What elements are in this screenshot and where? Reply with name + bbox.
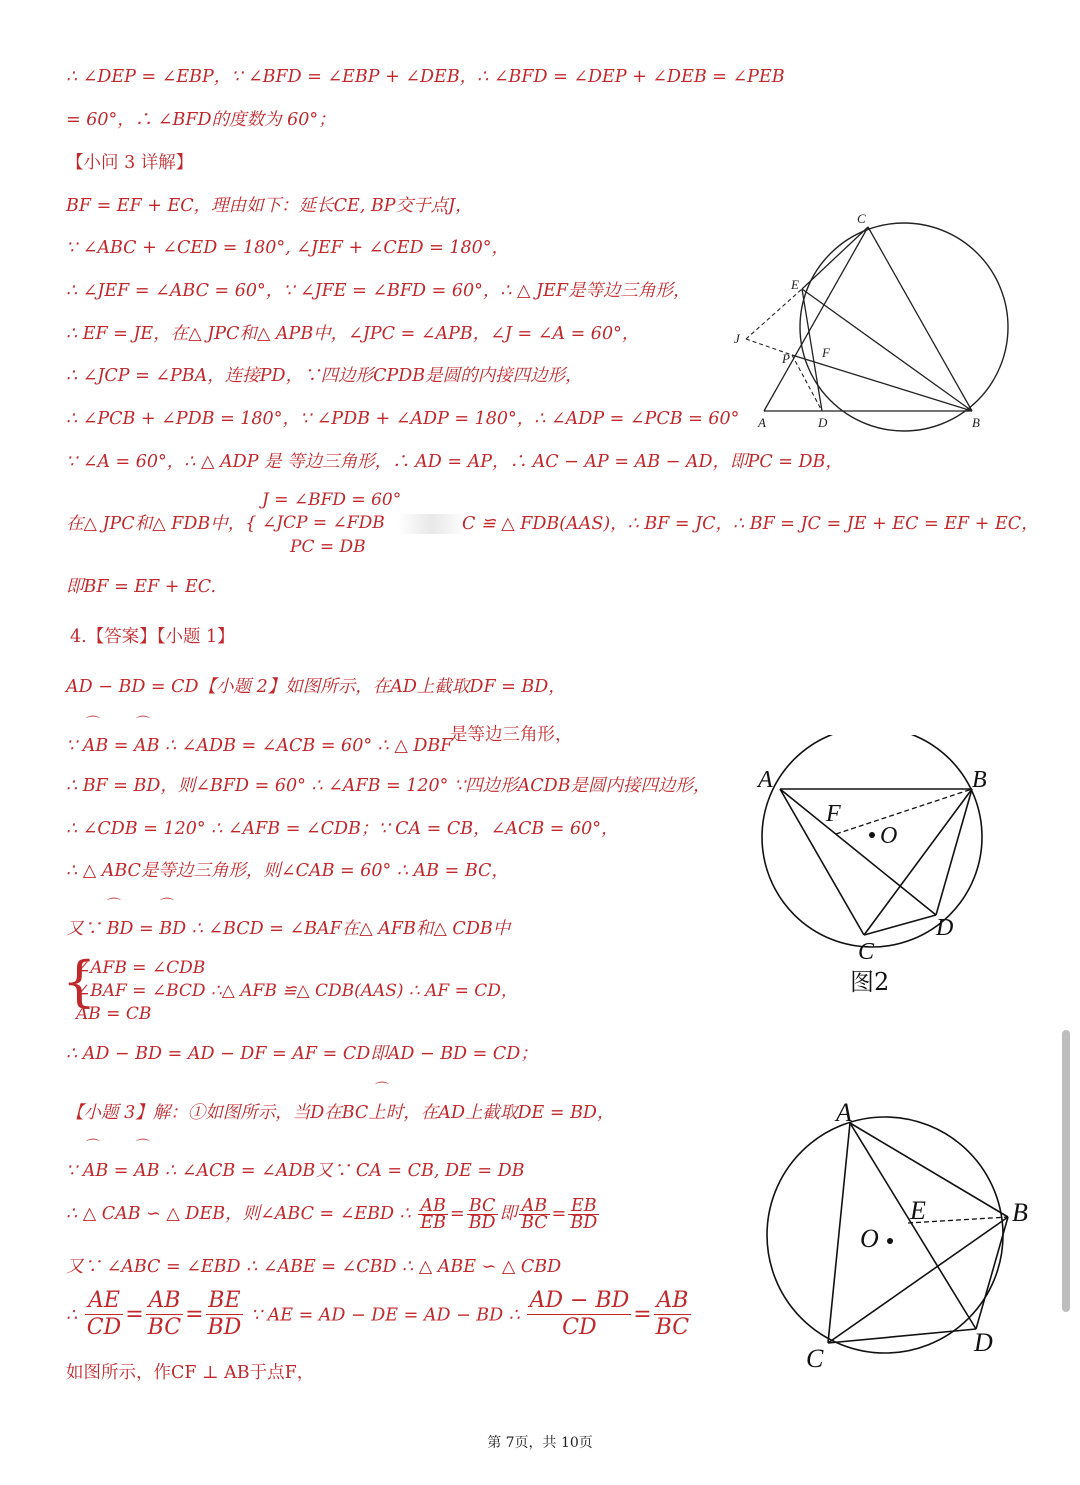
arc-mark: ⌒ [107, 898, 121, 914]
text-line: 又∵ BD = BD ∴ ∠BCD = ∠BAF在△ AFB和△ CDB中 [66, 919, 511, 939]
point-label: P [782, 351, 790, 366]
arc-mark: ⌒ [136, 716, 150, 732]
text-line: 在△ JPC和△ FDB中，{ [66, 514, 257, 534]
text-line: ∴ ∠DEP = ∠EBP，∵ ∠BFD = ∠EBP + ∠DEB，∴ ∠BFD = ∠DEP + ∠DEB = ∠PEB [66, 67, 785, 87]
text-line: 【小题 3】解：①如图所示，当D在BC上时，在AD上截取DE = BD， [66, 1103, 615, 1123]
denominator: BC [655, 1315, 690, 1340]
numerator: AB [519, 1198, 550, 1215]
point-label: D [936, 915, 954, 941]
segment-CD [864, 915, 936, 935]
circle [800, 223, 1008, 431]
denominator: CD [562, 1315, 597, 1340]
text-span: ∴ [66, 1305, 78, 1326]
circle [767, 1117, 1003, 1353]
text-line: ∴ EF = JE，在△ JPC和△ APB中，∠JPC = ∠APB，∠J = ∠A = 60°， [66, 324, 640, 344]
segment-BD [936, 789, 972, 915]
text-line: BF = EF + EC，理由如下：延长CE, BP交于点J， [66, 196, 473, 216]
point-label: B [1012, 1198, 1028, 1227]
numerator: EB [568, 1198, 599, 1215]
text-line: ∵ AB = AB ∴ ∠ADB = ∠ACB = 60° ∴ △ DBF [66, 736, 453, 756]
text-span: 即 [499, 1204, 518, 1224]
text-span: ∵ AE = AD − DE = AD − BD ∴ [250, 1305, 520, 1326]
point-label: E [791, 277, 799, 292]
geometry-figure-3 [760, 1095, 1050, 1385]
segment-BC [864, 789, 972, 935]
text-line: ∴ BF = BD，则∠BFD = 60° ∴ ∠AFB = 120° ∵四边形ACDB是圆内接四边形， [66, 776, 711, 796]
point-label: C [806, 1344, 824, 1373]
numerator: AB [418, 1198, 448, 1215]
center-dot [869, 832, 875, 838]
text-line: ∴ △ CAB ∽ △ DEB，则∠ABC = ∠EBD ∴ $\frac{AB}{EB}$ = $\frac{BC}{BD}$ 即 $\frac{AB}{BC}$ = $\frac{EB}{BD}$ [66, 1196, 598, 1233]
segment-AC [828, 1123, 850, 1343]
blur-patch [398, 514, 466, 534]
text-line: ∵ ∠ABC + ∠CED = 180°, ∠JEF + ∠CED = 180°， [66, 238, 509, 258]
scrollbar-thumb[interactable] [1062, 1030, 1070, 1312]
numerator: BE [206, 1288, 244, 1315]
point-label: A [758, 767, 773, 793]
fraction [519, 1198, 550, 1231]
point-label: C [857, 211, 866, 226]
point-label: O [860, 1224, 879, 1253]
text-line: 又∵ ∠ABC = ∠EBD ∴ ∠ABE = ∠CBD ∴ △ ABE ∽ △ CBD [66, 1257, 562, 1277]
point-label: F [822, 345, 830, 360]
numerator: AB [654, 1288, 691, 1315]
arc-mark: ⌒ [86, 1139, 100, 1155]
figure-caption: 图2 [850, 968, 890, 996]
numerator: BC [467, 1198, 498, 1215]
arc-mark: ⌒ [136, 1139, 150, 1155]
denominator: CD [86, 1315, 122, 1340]
point-label: F [826, 801, 841, 827]
denominator: BD [570, 1213, 598, 1233]
denominator: BC [521, 1213, 548, 1233]
text-line: = 60°，∴ ∠BFD的度数为 60°； [66, 110, 336, 130]
point-label: J [734, 331, 740, 346]
fraction [654, 1288, 691, 1341]
text-line: ∴ ∠JEF = ∠ABC = 60°，∵ ∠JFE = ∠BFD = 60°，∴ △ JEF是等边三角形， [66, 281, 691, 301]
geometry-figure-2 [752, 735, 1002, 965]
segment-AD [780, 789, 936, 915]
point-label: E [910, 1196, 926, 1225]
fraction [568, 1198, 599, 1231]
segment-JE [746, 289, 802, 339]
point-label: B [972, 767, 987, 793]
text-line: 即BF = EF + EC. [66, 577, 217, 597]
point-label: C [858, 939, 875, 965]
text-line: AD − BD = CD【小题 2】如图所示，在AD上截取DF = BD， [66, 677, 566, 697]
denominator: EB [420, 1213, 446, 1233]
brace-line: PC = DB [290, 537, 366, 557]
segment-BC [828, 1217, 1008, 1343]
center-dot [887, 1238, 893, 1244]
denominator: BD [468, 1213, 496, 1233]
text-line: C ≌ △ FDB(AAS)，∴ BF = JC，∴ BF = JC = JE + EC = EF + EC， [462, 514, 1039, 534]
segment-BD [976, 1217, 1008, 1329]
segment-EC [802, 227, 868, 289]
text-line: ∴ △ ABC是等边三角形，则∠CAB = 60° ∴ AB = BC， [66, 861, 509, 881]
page-footer: 第 7页，共 10页 [487, 1435, 593, 1451]
numerator: AD − BD [529, 1288, 630, 1313]
fraction [418, 1198, 448, 1231]
point-label: A [758, 415, 766, 430]
text-line: 如图所示，作CF ⊥ AB于点F， [66, 1363, 315, 1383]
point-label: D [974, 1328, 993, 1357]
denominator: BC [147, 1315, 182, 1340]
text-line: ∵ ∠A = 60°，∴ △ ADP 是 等边三角形，∴ AD = AP，∴ AC − AP = AB − AD，即PC = DB， [66, 452, 843, 472]
arc-mark: ⌒ [86, 716, 100, 732]
fraction [527, 1288, 631, 1341]
text-span: ∴ △ CAB ∽ △ DEB，则∠ABC = ∠EBD ∴ [66, 1204, 411, 1224]
fraction [85, 1288, 123, 1341]
answer-heading: 4.【答案】【小题 1】 [70, 627, 235, 647]
text-line: ∴ $\frac{AE}{CD}$ = $\frac{AB}{BC}$ = $\frac{BE}{BD}$ ∵ AE = AD − DE = AD − BD ∴ $\frac{AD - BD}{CD}$ = $\frac{AB}{BC}$ [66, 1288, 690, 1340]
section-heading: 【小问 3 详解】 [66, 153, 194, 173]
numerator: AB [146, 1288, 183, 1315]
brace-line: ∠BAF = ∠BCD ∴△ AFB ≌△ CDB(AAS) ∴ AF = CD， [76, 981, 518, 1001]
arc-mark: ⌒ [375, 1082, 389, 1098]
arc-mark: ⌒ [160, 898, 174, 914]
brace-line: ∠AFB = ∠CDB [76, 958, 206, 978]
fraction [206, 1288, 244, 1341]
brace-line: J = ∠BFD = 60° [262, 490, 402, 510]
text-line: ∴ ∠PCB + ∠PDB = 180°，∵ ∠PDB + ∠ADP = 180°，∴ ∠ADP = ∠PCB = 60° [66, 409, 740, 429]
numerator: AE [85, 1288, 123, 1315]
segment-CD [828, 1329, 976, 1343]
segment-BF [836, 789, 972, 834]
fraction [146, 1288, 183, 1341]
point-label: A [836, 1098, 852, 1127]
text-line: ∴ ∠JCP = ∠PBA，连接PD，∵四边形CPDB是圆的内接四边形， [66, 366, 583, 386]
point-label: O [880, 823, 898, 849]
text-line: ∵ AB = AB ∴ ∠ACB = ∠ADB又∵ CA = CB, DE = DB [66, 1161, 525, 1181]
point-label: B [972, 415, 980, 430]
fraction [467, 1198, 498, 1231]
text-line: ∴ AD − BD = AD − DF = AF = CD即AD − BD = CD； [66, 1044, 538, 1064]
denominator: BD [207, 1315, 242, 1340]
text-line: ∴ ∠CDB = 120° ∴ ∠AFB = ∠CDB；∵ CA = CB，∠ACB = 60°， [66, 819, 619, 839]
brace-glyph: { [62, 950, 97, 1013]
brace-line: ∠JCP = ∠FDB [262, 513, 385, 533]
geometry-figure-1 [726, 205, 1026, 445]
brace-line: AB = CB [76, 1004, 152, 1024]
point-label: D [818, 415, 828, 430]
text-line: 是等边三角形， [450, 725, 573, 745]
